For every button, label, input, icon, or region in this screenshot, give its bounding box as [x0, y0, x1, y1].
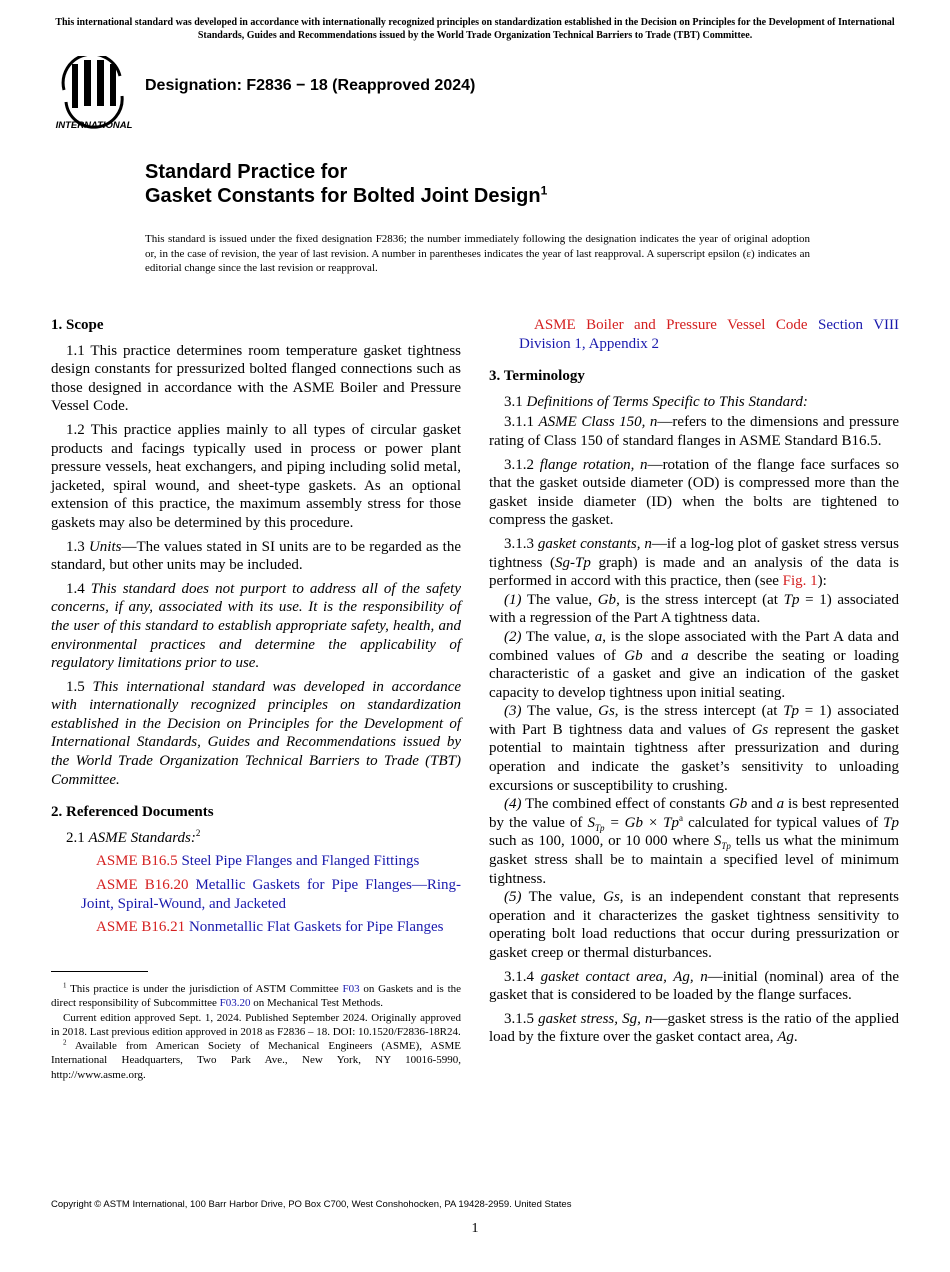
- copyright: Copyright © ASTM International, 100 Barr Harbor Drive, PO Box C700, West Conshohocken, PA 19428-2959. United States: [51, 1199, 572, 1210]
- term-3-1-3: 3.1.3 gasket constants, n—if a log-log plot of gasket stress versus tightness (Sg-Tp graph) is made and an analysis of the data is performed in accord with this practice, then (see Fig. 1):: [489, 535, 899, 590]
- section-heading-terminology: 3. Terminology: [489, 368, 585, 385]
- paragraph-1-3: 1.3 Units—The values stated in SI units are to be regarded as the standard, but other units may be included.: [51, 538, 462, 574]
- reference-b16-5[interactable]: ASME B16.5 Steel Pipe Flanges and Flanged Fittings: [96, 853, 420, 870]
- paragraph-1-5: 1.5 This international standard was developed in accordance with internationally recognized principles on standardization established in the Decision on Principles for the Development of International Standards, Guides and Recommendations issued by the World Trade Organization Technical Barriers to Trade (TBT) Committee.: [51, 678, 462, 788]
- document-title: [145, 160, 547, 208]
- term-3-1-5: 3.1.5 gasket stress, Sg, n—gasket stress is the ratio of the applied load by the fixture over the gasket contact area, Ag.: [489, 1010, 899, 1046]
- footnote-rule: [51, 971, 148, 972]
- title-footnote-mark[interactable]: 1: [540, 183, 548, 198]
- constant-item-4: (4) The combined effect of constants Gb and a is best represented by the value of $S_{Tp} = Gb \times Tp^a$ calculated for typical values of Tp such as 100, 1000, or 10 000 where $S_{Tp}$ tells us what the minimum gasket stress shall be to maintain a specified level of minimum tightness.: [489, 796, 899, 887]
- term-3-1-2: 3.1.2 flange rotation, n—rotation of the flange face surfaces so that the gasket outside diameter (OD) is compressed more than the gasket inside diameter (ID) when the bolts are tightened to compress the gasket.: [489, 456, 900, 529]
- constant-item-2: (2) The value, a, is the slope associated with the Part A data and combined values of Gb and a describe the seating or loading characteristic of a gasket and give an indication of the gasket capacity to develop tightness upon initial seating.: [489, 628, 900, 701]
- paragraph-2-1: 2.1 ASME Standards:$^2$: [66, 827, 201, 846]
- right-column: [489, 316, 899, 1052]
- link-f03-20[interactable]: F03.20: [219, 997, 251, 1010]
- constant-item-3: (3) The value, Gs, is the stress intercept (at Tp = 1) associated with Part B tightness data and values of Gs represent the gasket potential to maintain tightness after pressurization and during operation and indicate the gasket’s sensitivity to unloading excursions or susceptibility to crushing.: [489, 703, 899, 794]
- footnotes: [51, 982, 461, 1082]
- page-number: 1: [471, 1221, 479, 1236]
- section-heading-scope: 1. Scope: [51, 317, 104, 333]
- link-fig-1[interactable]: Fig. 1: [782, 573, 818, 590]
- link-f03[interactable]: F03: [342, 983, 360, 995]
- footnote-1-edition: Current edition approved Sept. 1, 2024. Published September 2024. Originally approved in 2018. Last previous edition approved in 2018 as F2836 – 18. DOI: 10.1520/F2836-18R24.: [51, 1011, 461, 1038]
- section-heading-referenced-documents: 2. Referenced Documents: [51, 804, 214, 821]
- paragraph-1-1: 1.1 This practice determines room temperature gasket tightness design constants for pressurized bolted flanged connections such as those designed in accordance with the ASME Boiler and Pressure Vessel Code.: [51, 342, 461, 415]
- header-notice: This international standard was developed in accordance with internationally recognized principles on standardization established in the Decision on Principles for the Development of International Standards, Guides and Recommendations issued by the World Trade Organization Technical Barriers to Trade (TBT) Committee.: [55, 17, 895, 41]
- reference-b16-21[interactable]: ASME B16.21 Nonmetallic Flat Gaskets for Pipe Flanges: [96, 919, 444, 936]
- left-column: [51, 316, 461, 942]
- term-3-1-1: 3.1.1 ASME Class 150, n—refers to the dimensions and pressure rating of Class 150 of standard flanges in ASME Standard B16.5.: [489, 414, 900, 449]
- reference-b16-20[interactable]: ASME B16.20 Metallic Gaskets for Pipe Flanges—Ring-Joint, Spiral-Wound, and Jacketed: [81, 877, 461, 912]
- reference-bpvc[interactable]: ASME Boiler and Pressure Vessel Code Section VIII Division 1, Appendix 2: [519, 317, 900, 352]
- title-line-2: Gasket Constants for Bolted Joint Design$^1$: [145, 183, 548, 207]
- astm-logo: [52, 56, 136, 132]
- logo-text: INTERNATIONAL: [55, 120, 133, 131]
- paragraph-3-1: 3.1 Definitions of Terms Specific to This Standard:: [504, 393, 808, 410]
- designation: Designation: F2836 − 18 (Reapproved 2024): [145, 77, 476, 94]
- term-3-1-4: 3.1.4 gasket contact area, Ag, n—initial (nominal) area of the gasket that is considered to be loaded by the flange surfaces.: [489, 968, 900, 1004]
- title-line-1: Standard Practice for: [145, 161, 348, 183]
- paragraph-1-2: 1.2 This practice applies mainly to all types of circular gasket products and facings typically used in process or power plant pressure vessels, heat exchangers, and piping including solid metal, jacketed, spiral wound, and sheet-type gaskets. As an optional extension of this practice, the maximum assembly stress for those gaskets may also be determined by this procedure.: [51, 421, 461, 531]
- issued-note: This standard is issued under the fixed designation F2836; the number immediately following the designation indicates the year of original adoption or, in the case of revision, the year of last revision. A number in parentheses indicates the year of last reapproval. A superscript epsilon (ε) indicates an editorial change since the last revision or reapproval.: [145, 233, 810, 274]
- constant-item-1: (1) The value, Gb, is the stress intercept (at Tp = 1) associated with a regression of the Part A tightness data.: [489, 591, 899, 627]
- footnote-1: $^1$ This practice is under the jurisdiction of ASTM Committee F03 on Gaskets and is the direct responsibility of Subcommittee F03.20 on Mechanical Test Methods.: [51, 981, 462, 1010]
- paragraph-1-4: 1.4 This standard does not purport to address all of the safety concerns, if any, associated with its use. It is the responsibility of the user of this standard to establish appropriate safety, health, and environmental practices and determine the applicability of regulatory limitations prior to use.: [51, 580, 461, 672]
- constant-item-5: (5) The value, Gs, is an independent constant that represents operation and it characterizes the gasket tightness sensitivity to operating bolt load reductions that occur during pressurization or gasket creep or thermal disturbances.: [489, 889, 899, 961]
- footnote-2: $^2$ Available from American Society of Mechanical Engineers (ASME), ASME International Headquarters, Two Park Ave., New York, NY 10016-5990, http://www.asme.org.: [51, 1038, 461, 1081]
